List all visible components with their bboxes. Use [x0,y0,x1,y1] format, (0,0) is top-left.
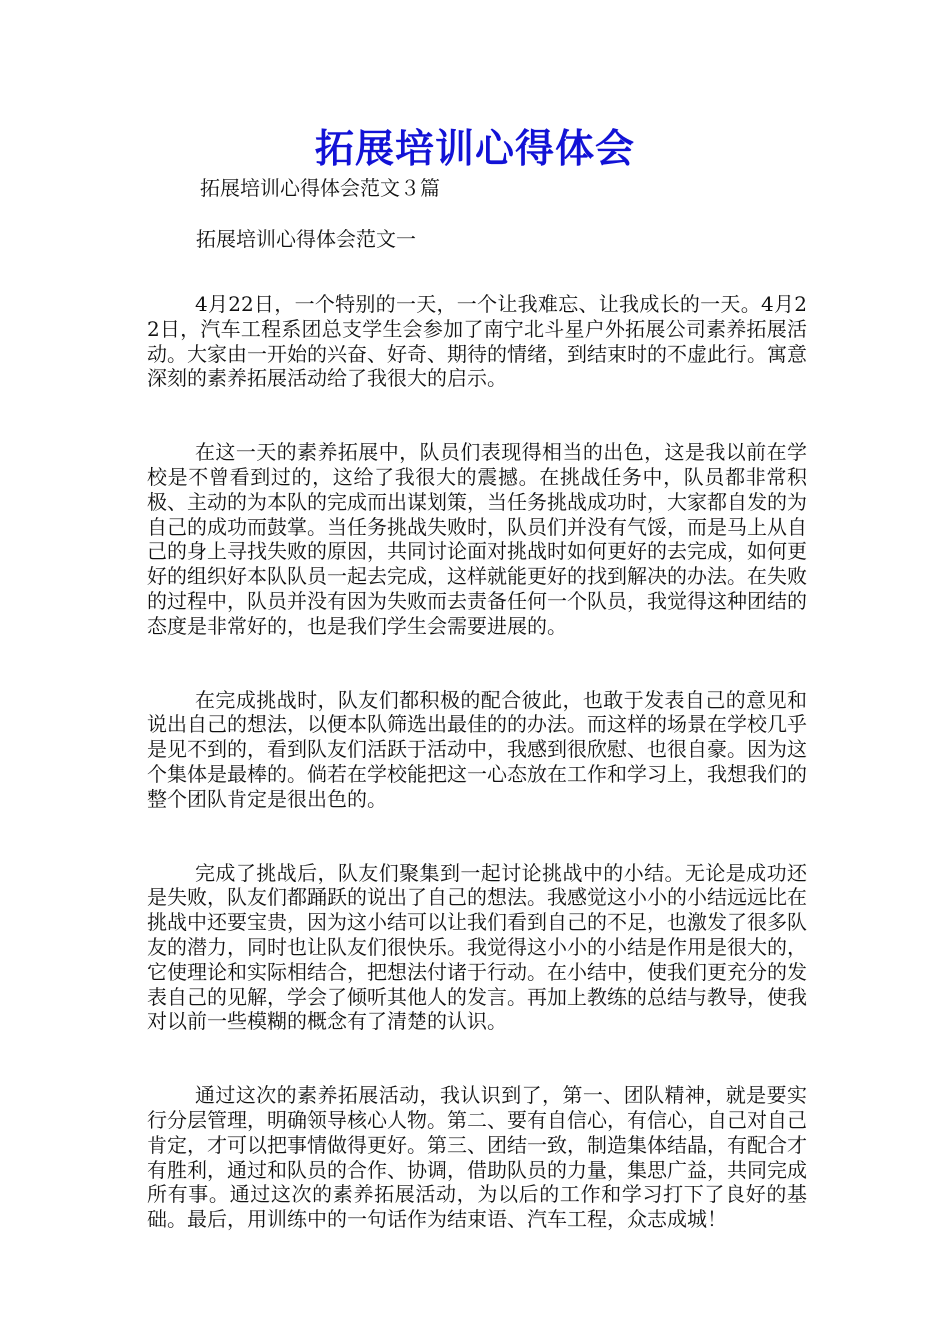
paragraph-4: 完成了挑战后，队友们聚集到一起讨论挑战中的小结。无论是成功还是失败，队友们都踊跃的说出了自己的想法。我感觉这小小的小结远远比在挑战中还要宝贵，因为这小结可以让我们看到自己的不足，也激发了很多队友的潜力，同时也让队友们很快乐。我觉得这小小的小结是作用是很大的，它使理论和实际相结合，把想法付诸于行动。在小结中，使我们更充分的发表自己的见解，学会了倾听其他人的发言。再加上教练的总结与教导，使我对以前一些模糊的概念有了清楚的认识。 [147,860,807,1034]
document-subtitle: 拓展培训心得体会范文３篇 [200,176,440,200]
section-heading: 拓展培训心得体会范文一 [196,227,416,251]
paragraph-1: 4月22日，一个特别的一天，一个让我难忘、让我成长的一天。4月22日，汽车工程系团总支学生会参加了南宁北斗星户外拓展公司素养拓展活动。大家由一开始的兴奋、好奇、期待的情绪，到结束时的不虚此行。寓意深刻的素养拓展活动给了我很大的启示。 [147,292,807,391]
paragraph-2: 在这一天的素养拓展中，队员们表现得相当的出色，这是我以前在学校是不曾看到过的，这给了我很大的震撼。在挑战任务中，队员都非常积极、主动的为本队的完成而出谋划策，当任务挑战成功时，大家都自发的为自己的成功而鼓掌。当任务挑战失败时，队员们并没有气馁，而是马上从自己的身上寻找失败的原因，共同讨论面对挑战时如何更好的去完成，如何更好的组织好本队队员一起去完成，这样就能更好的找到解决的办法。在失败的过程中，队员并没有因为失败而去责备任何一个队员，我觉得这种团结的态度是非常好的，也是我们学生会需要进展的。 [147,440,807,638]
paragraph-5: 通过这次的素养拓展活动，我认识到了，第一、团队精神，就是要实行分层管理，明确领导核心人物。第二、要有自信心，有信心，自己对自己肯定，才可以把事情做得更好。第三、团结一致，制造集体结晶，有配合才有胜利，通过和队员的合作、协调，借助队员的力量，集思广益，共同完成所有事。通过这次的素养拓展活动，为以后的工作和学习打下了良好的基础。最后，用训练中的一句话作为结束语、汽车工程，众志成城！ [147,1083,807,1232]
paragraph-3: 在完成挑战时，队友们都积极的配合彼此，也敢于发表自己的意见和说出自己的想法，以便本队筛选出最佳的的办法。而这样的场景在学校几乎是见不到的，看到队友们活跃于活动中，我感到很欣慰、也很自豪。因为这个集体是最棒的。倘若在学校能把这一心态放在工作和学习上，我想我们的整个团队肯定是很出色的。 [147,687,807,811]
body-text [147,292,807,1281]
document-title: 拓展培训心得体会 [314,126,635,172]
